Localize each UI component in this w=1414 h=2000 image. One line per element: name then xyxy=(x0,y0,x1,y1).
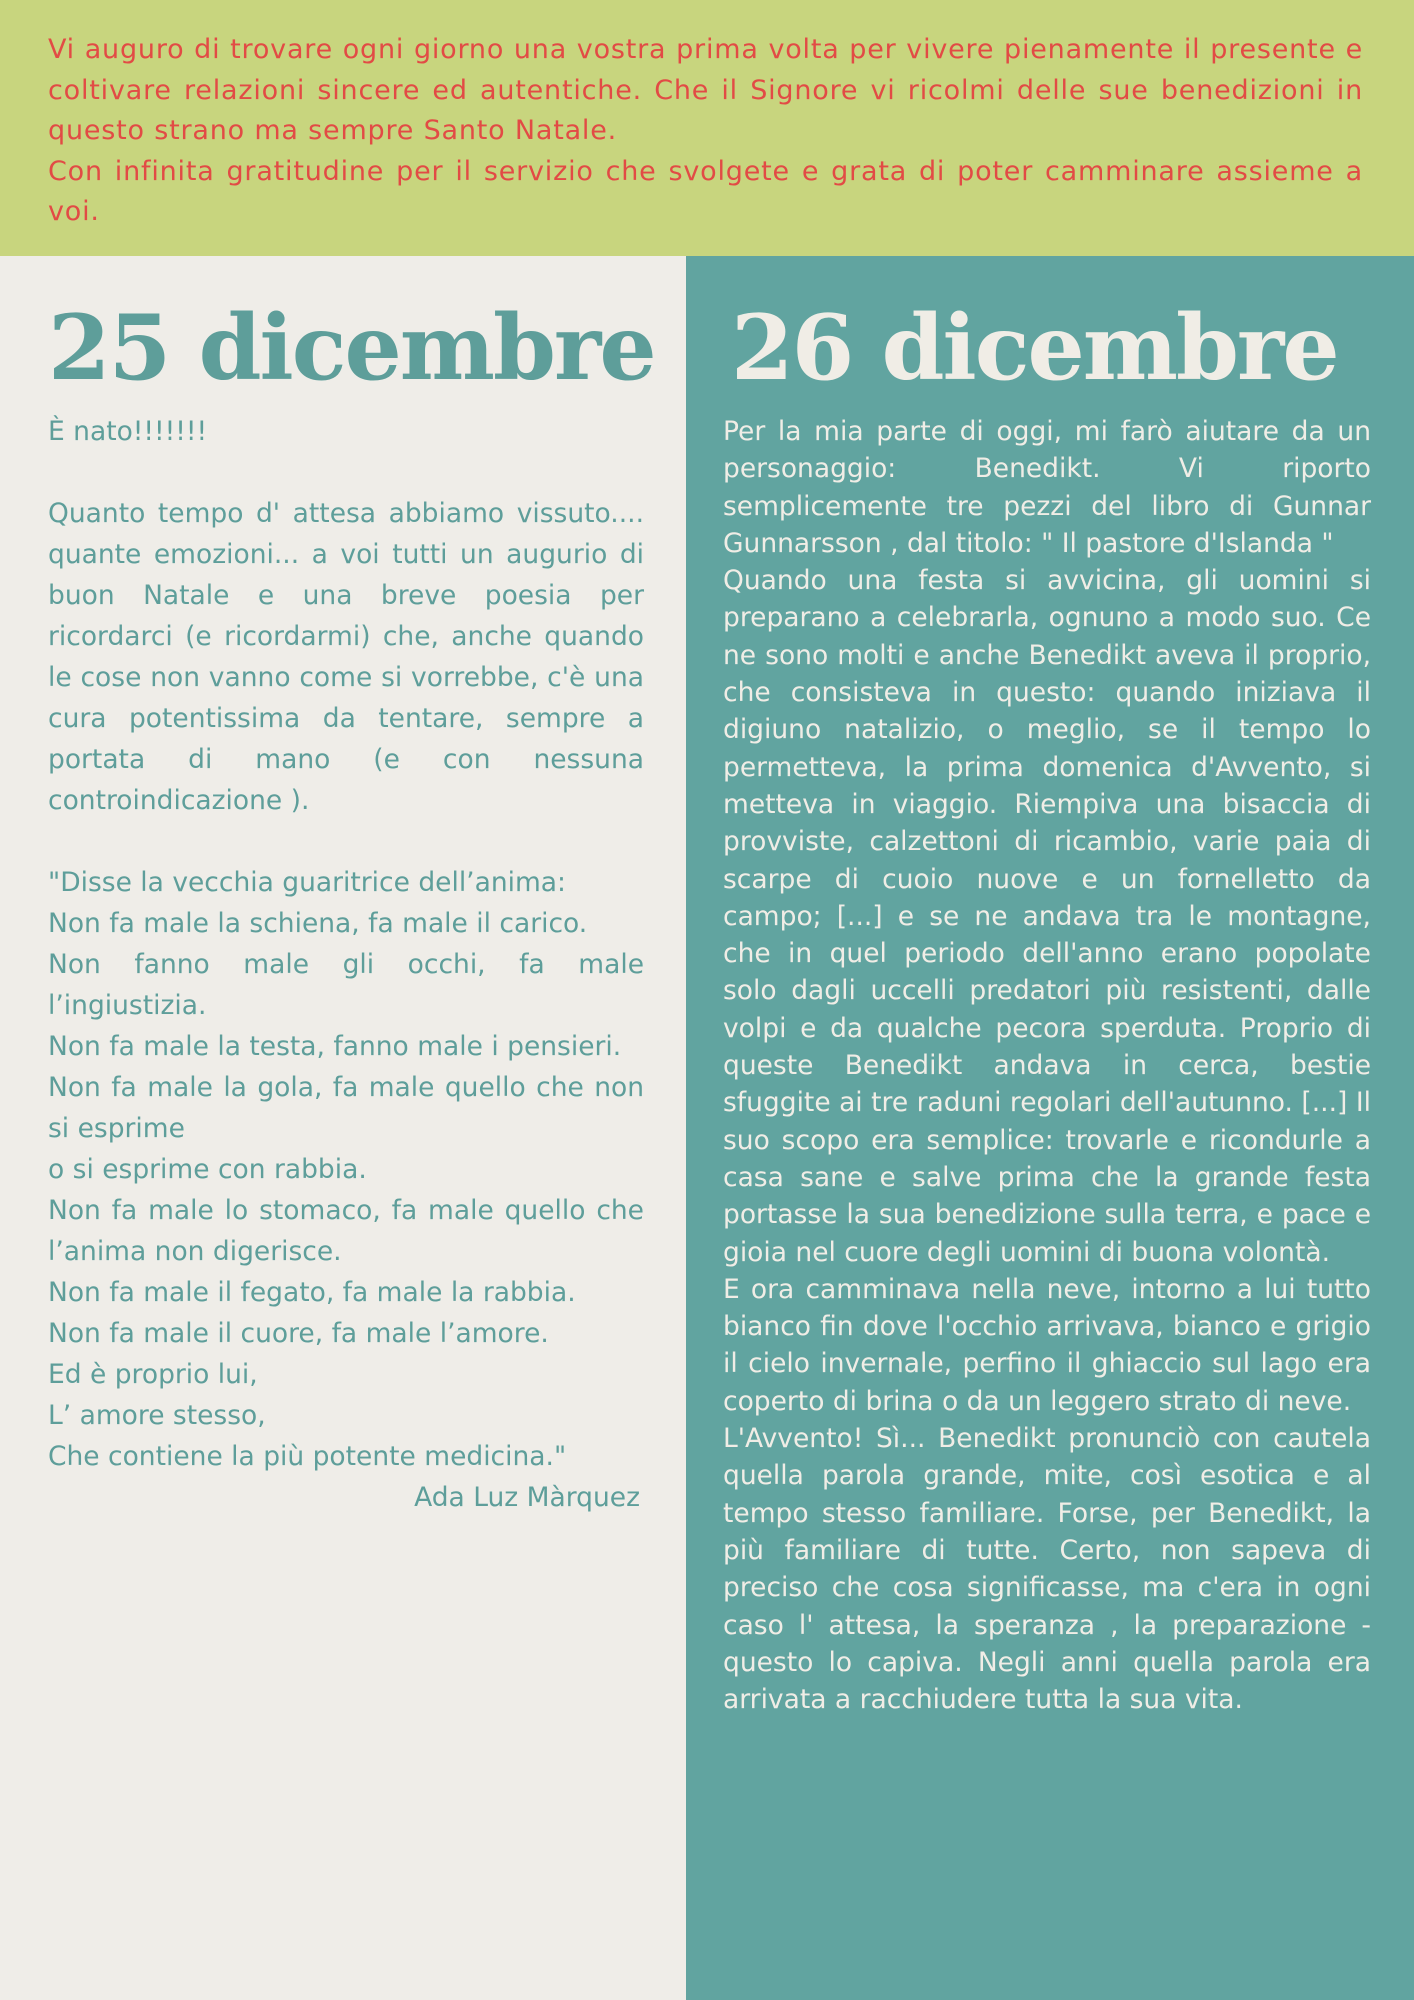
right-body xyxy=(723,413,1371,1718)
spacer xyxy=(48,821,644,862)
poem-line: Ed è proprio lui, xyxy=(48,1359,258,1390)
poem-line: Non fa male la testa, fanno male i pensieri. xyxy=(48,1031,622,1062)
right-heading: 26 dicembre xyxy=(731,295,1338,401)
greeting-paragraph: Vi auguro di trovare ogni giorno una vostra prima volta per vivere pienamente il presente e coltivare relazioni sincere ed autentiche. Che il Signore vi ricolmi delle sue benedizioni in questo strano ma sempre Santo Natale. xyxy=(48,34,1363,146)
spacer xyxy=(48,452,644,493)
right-paragraph: E ora camminava nella neve, intorno a lui tutto bianco fin dove l'occhio arrivava, bianco e grigio il cielo invernale, perfino il ghiaccio sul lago era coperto di brina o da un leggero strato di neve. xyxy=(723,1273,1371,1417)
poem xyxy=(48,862,644,1477)
poem-line: o si esprime con rabbia. xyxy=(48,1154,367,1185)
poem-line: "Disse la vecchia guaritrice dell’anima: xyxy=(48,867,566,898)
greeting-text xyxy=(48,30,1363,233)
greeting-paragraph: Con infinita gratitudine per il servizio che svolgete e grata di poter camminare assieme a voi. xyxy=(48,155,1363,227)
left-body xyxy=(48,411,644,1518)
poem-line: Non fa male la gola, fa male quello che non si esprime xyxy=(48,1072,644,1144)
exclamation: È nato!!!!!!! xyxy=(48,416,208,447)
poem-line: Che contiene la più potente medicina." xyxy=(48,1441,567,1472)
poem-line: Non fa male la schiena, fa male il carico. xyxy=(48,908,588,939)
poem-line: Non fa male il cuore, fa male l’amore. xyxy=(48,1318,549,1349)
right-column xyxy=(686,256,1414,2000)
poem-line: Non fanno male gli occhi, fa male l’ingiustizia. xyxy=(48,949,644,1021)
left-heading: 25 dicembre xyxy=(48,295,655,401)
left-column xyxy=(0,256,686,2000)
intro-paragraph: Quanto tempo d' attesa abbiamo vissuto.... quante emozioni... a voi tutti un augurio di buon Natale e una breve poesia per ricordarci (e ricordarmi) che, anche quando le cose non vanno come si vorrebbe, c'è una cura potentissima da tentare, sempre a portata di mano (e con nessuna controindicazione ). xyxy=(48,498,644,816)
right-paragraph: Quando una festa si avvicina, gli uomini si preparano a celebrarla, ognuno a modo suo. Ce ne sono molti e anche Benedikt aveva il proprio, che consisteva in questo: quando iniziava il digiuno natalizio, o meglio, se il tempo lo permetteva, la prima domenica d'Avvento, si metteva in viaggio. Riempiva una bisaccia di provviste, calzettoni di ricambio, varie paia di scarpe di cuoio nuove e un fornelletto da campo; [...] e se ne andava tra le montagne, che in quel periodo dell'anno erano popolate solo dagli uccelli predatori più resistenti, dalle volpi e da qualche pecora sperduta. Proprio di queste Benedikt andava in cerca, bestie sfuggite ai tre raduni regolari dell'autunno. [...] Il suo scopo era semplice: trovarle e ricondurle a casa sane e salve prima che la grande festa portasse la sua benedizione sulla terra, e pace e gioia nel cuore degli uomini di buona volontà. xyxy=(723,565,1371,1268)
poem-line: Non fa male lo stomaco, fa male quello che l’anima non digerisce. xyxy=(48,1195,644,1267)
right-paragraph: L'Avvento! Sì... Benedikt pronunciò con cautela quella parola grande, mite, così esotica e al tempo stesso familiare. Forse, per Benedikt, la più familiare di tutte. Certo, non sapeva di preciso che cosa significasse, ma c'era in ogni caso l' attesa, la speranza , la preparazione - questo lo capiva. Negli anni quella parola era arrivata a racchiudere tutta la sua vita. xyxy=(723,1423,1371,1716)
poem-line: Non fa male il fegato, fa male la rabbia. xyxy=(48,1277,576,1308)
poem-line: L’ amore stesso, xyxy=(48,1400,266,1431)
right-paragraph: Per la mia parte di oggi, mi farò aiutare da un personaggio: Benedikt. Vi riporto semplicemente tre pezzi del libro di Gunnar Gunnarsson , dal titolo: " Il pastore d'Islanda " xyxy=(723,416,1371,559)
greeting-banner xyxy=(0,0,1414,256)
poem-author: Ada Luz Màrquez xyxy=(414,1482,640,1513)
